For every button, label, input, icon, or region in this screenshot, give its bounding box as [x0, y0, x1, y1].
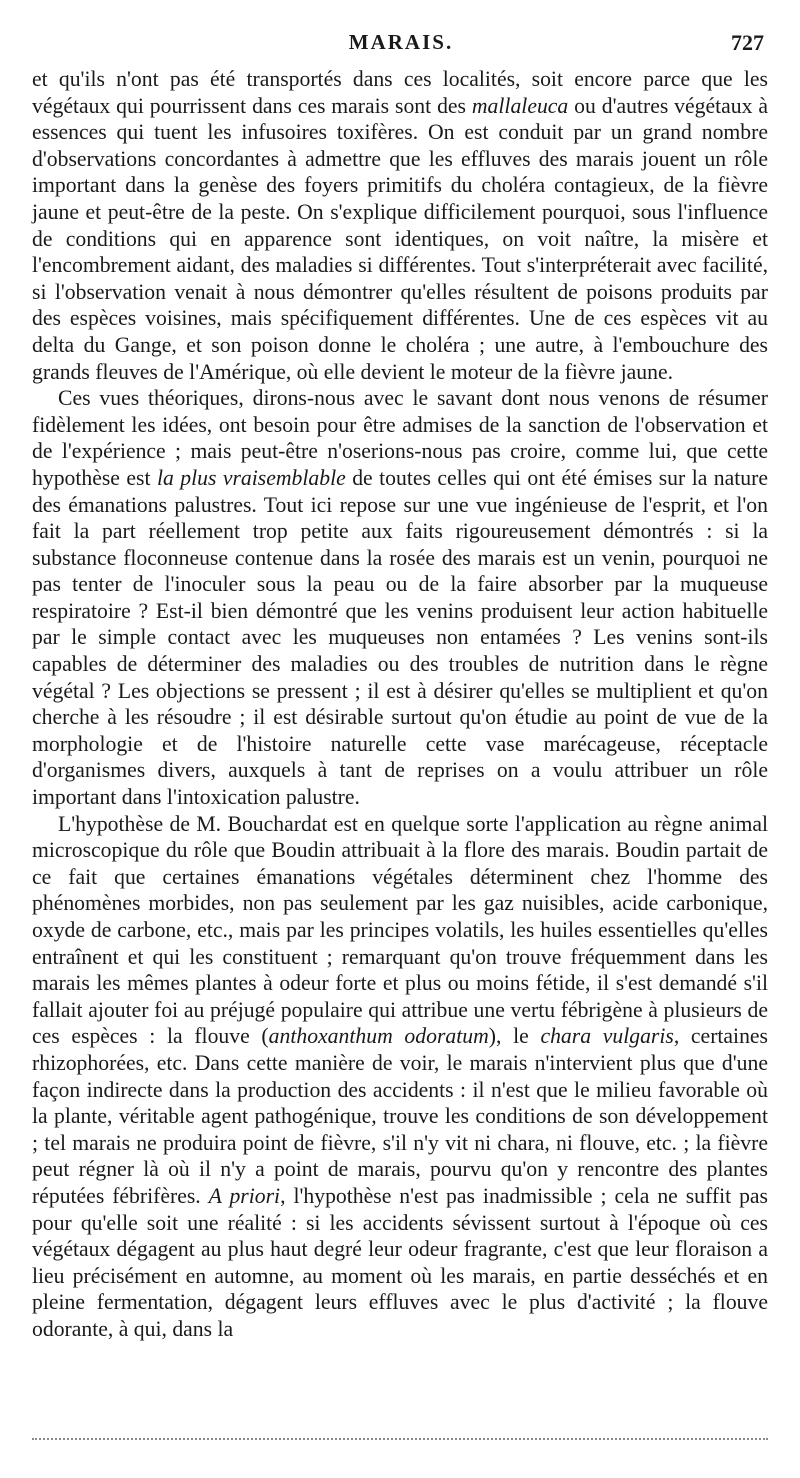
footer-rule — [32, 1438, 768, 1440]
italic-text: la plus vraisemblable — [156, 465, 346, 490]
italic-text: A priori — [208, 1183, 281, 1208]
running-title: MARAIS. — [348, 30, 454, 54]
text-run: de toutes celles qui ont été émises sur la nature des émanations palustres. Tout ici repose sur une vue ingénieuse de l'esprit, et l'on fait la part réellement trop petite aux faits rigoureusement démontrés : si la substance floconneuse contenue dans la rosée des marais est un venin, pourquoi ne pas tenter de l'inoculer sous la peau ou de la faire absorber par la muqueuse respiratoire ? Est-il bien démontré que les venins produisent leur action habituelle par le simple contact avec les muqueuses non entamées ? Les venins sont-ils capables de déterminer des maladies ou des troubles de nutrition dans le règne végétal ? Les objections se pressent ; il est à désirer qu'elles se multiplient et qu'on cherche à les résoudre ; il est désirable surtout qu'on étudie au point de vue de la morphologie et de l'histoire naturelle cette vase marécageuse, réceptacle d'organismes divers, auxquels à tant de reprises on a voulu attribuer un rôle important dans l'intoxication palustre. — [32, 465, 768, 810]
paragraph — [32, 385, 768, 811]
paragraph — [32, 66, 768, 385]
body-text — [32, 66, 768, 1343]
text-run: L'hypothèse de M. Bouchardat est en quelque sorte l'application au règne animal microscopique du rôle que Boudin attribuait à la flore des marais. Boudin partait de ce fait que certaines émanations végétales déterminent chez l'homme des phénomènes morbides, non pas seulement par les gaz nuisibles, acide carbonique, oxyde de carbone, etc., mais par les principes volatils, les huiles essentielles qu'elles entraînent et qui les constituent ; remarquant qu'on trouve fréquemment dans les marais les mêmes plantes à odeur forte et plus ou moins fétide, il s'est demandé s'il fallait ajouter foi au préjugé populaire qui attribue une vertu fébrigène à plusieurs de ces espèces : la flouve ( — [32, 811, 768, 1049]
text-run: Ces vues théoriques, dirons-nous avec le savant dont nous venons de résumer fidèlement les idées, ont besoin pour être admises de la sanction de l'observation et de l'expérience ; mais peut-être n'oserions-nous pas croire, comme lui, que cette hypothèse est — [32, 386, 768, 490]
italic-text: mallaleuca — [471, 93, 569, 118]
text-run: ou d'autres végétaux à essences qui tuent les infusoires toxifères. On est conduit par un grand nombre d'observations concordantes à admettre que les effluves des marais jouent un rôle important dans la genèse des foyers primitifs du choléra contagieux, de la fièvre jaune et peut-être de la peste. On s'explique difficilement pourquoi, sous l'influence de conditions qui en apparence sont identiques, on voit naître, la misère et l'encombrement aidant, des maladies si différentes. Tout s'interpréterait avec facilité, si l'observation venait à nous démontrer qu'elles résultent de poisons produits par des espèces voisines, mais spécifiquement différentes. Une de ces espèces vit au delta du Gange, et son poison donne le choléra ; une autre, à l'embouchure des grands fleuves de l'Amérique, où elle devient le moteur de la fièvre jaune. — [32, 93, 768, 384]
text-run: , certaines rhizophorées, etc. Dans cette manière de voir, le marais n'intervient plus que d'une façon indirecte dans la production des accidents : il n'est que le milieu favorable où la plante, véritable agent pathogénique, trouve les conditions de son développement ; tel marais ne produira point de fièvre, s'il n'y vit ni chara, ni flouve, etc. ; la fièvre peut régner là où il n'y a point de marais, pourvu qu'on y rencontre des plantes réputées fébrifères. — [32, 1024, 768, 1208]
text-run: , l'hypothèse n'est pas inadmissible ; cela ne suffit pas pour qu'elle soit une réalité : si les accidents sévissent surtout à l'époque où ces végétaux dégagent au plus haut degré leur odeur fragrante, c'est que leur floraison a lieu précisément en automne, au moment où les marais, en partie desséchés et en pleine fermentation, dégagent leurs effluves avec le plus d'activité ; la flouve odorante, à qui, dans la — [32, 1183, 768, 1341]
italic-text: anthoxanthum odoratum — [268, 1024, 489, 1049]
page-header — [32, 30, 770, 64]
text-run: ), le — [488, 1024, 541, 1049]
page-number: 727 — [731, 30, 764, 55]
text-run: et qu'ils n'ont pas été transportés dans ces localités, soit encore parce que les végétaux qui pourrissent dans ces marais sont des — [32, 67, 768, 118]
paragraph — [32, 811, 768, 1343]
italic-text: chara vulgaris — [540, 1024, 674, 1049]
